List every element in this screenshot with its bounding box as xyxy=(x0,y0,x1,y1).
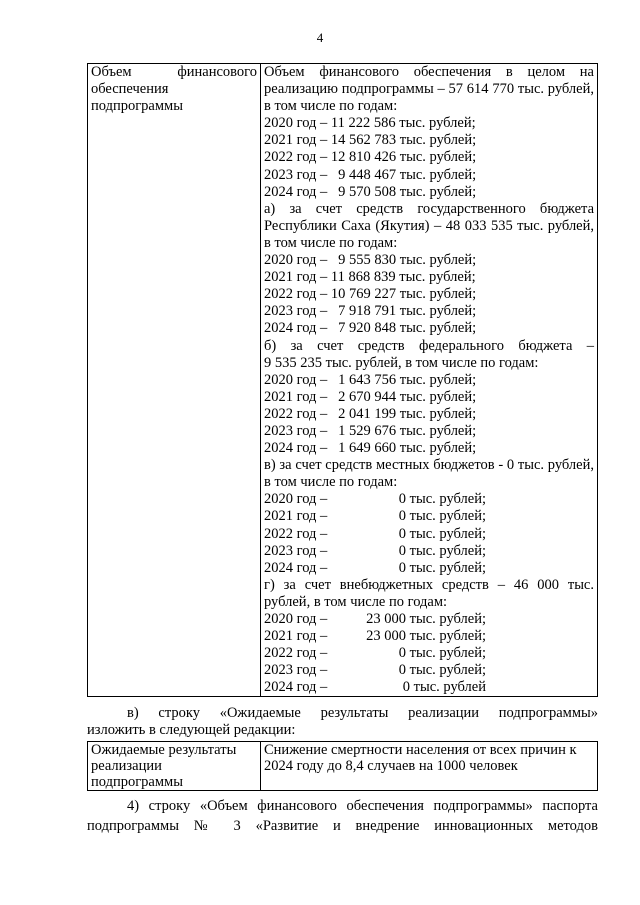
year-value: 23 000 тыс. рублей; xyxy=(366,611,486,627)
year-label: 2021 год – xyxy=(264,508,328,525)
year-value: 0 тыс. рублей; xyxy=(398,645,486,662)
year-value: 0 тыс. рублей; xyxy=(398,525,486,542)
extra-year-2020 xyxy=(264,611,594,628)
amendment-paragraph-v-line1: в) строку «Ожидаемые результаты реализации подпрограммы» xyxy=(127,705,598,721)
year-label: 2023 год – xyxy=(264,662,328,679)
year-label: 2024 год – xyxy=(264,679,328,696)
state-year-2022: 2022 год – 10 769 227 тыс. рублей; xyxy=(264,286,477,303)
extra-year-2021 xyxy=(264,628,594,645)
federal-year-2024: 2024 год – 1 649 660 тыс. рублей; xyxy=(264,440,477,457)
extrabudgetary-intro: г) за счет внебюджетных средств – 46 000 тыс. рублей, в том числе по годам: xyxy=(264,576,594,610)
year-label: 2022 год – xyxy=(264,645,328,662)
amendment-paragraph-4-line2: подпрограммы № 3 «Развитие и внедрение инновационных методов xyxy=(87,818,598,834)
total-year-2020: 2020 год – 11 222 586 тыс. рублей; xyxy=(264,115,476,132)
state-year-2024: 2024 год – 7 920 848 тыс. рублей; xyxy=(264,320,477,337)
year-label: 2020 год – xyxy=(264,491,328,508)
year-value: 0 тыс. рублей; xyxy=(398,542,486,559)
amendment-paragraph-4-line1: 4) строку «Объем финансового обеспечения подпрограммы» паспорта xyxy=(127,798,598,814)
total-year-2021: 2021 год – 14 562 783 тыс. рублей; xyxy=(264,132,477,149)
page-number: 4 xyxy=(316,30,324,45)
state-year-2021: 2021 год – 11 868 839 тыс. рублей; xyxy=(264,269,476,286)
local-year-2022 xyxy=(264,526,594,543)
state-year-2020: 2020 год – 9 555 830 тыс. рублей; xyxy=(264,252,477,269)
federal-year-2021: 2021 год – 2 670 944 тыс. рублей; xyxy=(264,388,477,405)
year-value: 0 тыс. рублей xyxy=(402,679,486,696)
year-label: 2024 год – xyxy=(264,559,328,576)
year-value: 0 тыс. рублей; xyxy=(398,508,486,525)
total-year-2023: 2023 год – 9 448 467 тыс. рублей; xyxy=(264,166,477,183)
total-intro: Объем финансового обеспечения в целом на реализацию подпрограммы – 57 614 770 тыс. рублей, в том числе по годам: xyxy=(264,64,594,115)
federal-budget-intro-line2: 9 535 235 тыс. рублей, в том числе по годам: xyxy=(264,354,539,371)
federal-year-2020: 2020 год – 1 643 756 тыс. рублей; xyxy=(264,371,477,388)
year-label: 2021 год – xyxy=(264,628,328,645)
year-value: 0 тыс. рублей; xyxy=(398,662,486,679)
local-budget-intro: в) за счет средств местных бюджетов - 0 тыс. рублей, в том числе по годам: xyxy=(264,457,594,491)
extra-year-2023 xyxy=(264,662,594,679)
state-budget-intro: а) за счет средств государственного бюджета Республики Саха (Якутия) – 48 033 535 тыс. рублей, в том числе по годам: xyxy=(264,200,594,251)
local-year-2023 xyxy=(264,543,594,560)
total-year-2022: 2022 год – 12 810 426 тыс. рублей; xyxy=(264,149,477,166)
extra-year-2022 xyxy=(264,645,594,662)
state-year-2023: 2023 год – 7 918 791 тыс. рублей; xyxy=(264,303,477,320)
local-year-2024 xyxy=(264,560,594,577)
year-label: 2020 год – xyxy=(264,611,328,627)
local-year-2021 xyxy=(264,508,594,525)
federal-budget-intro-line1: б) за счет средств федерального бюджета – xyxy=(264,337,594,354)
year-value: 23 000 тыс. рублей; xyxy=(366,628,486,645)
expected-results-value-cell: Снижение смертности населения от всех причин к 2024 году до 8,4 случаев на 1000 человек xyxy=(261,742,598,791)
amendment-paragraph-v-line2: изложить в следующей редакции: xyxy=(87,722,296,738)
federal-year-2023: 2023 год – 1 529 676 тыс. рублей; xyxy=(264,422,477,439)
expected-results-table xyxy=(87,741,598,791)
year-label: 2022 год – xyxy=(264,525,328,542)
year-value: 0 тыс. рублей; xyxy=(398,491,486,508)
expected-results-label-cell: Ожидаемые результаты реализации подпрограммы xyxy=(88,742,261,791)
local-year-2020 xyxy=(264,491,594,508)
extra-year-2024 xyxy=(264,679,594,696)
financing-table xyxy=(87,63,598,697)
financing-label-cell: Объем финансового обеспечения подпрограммы xyxy=(88,64,261,697)
financing-details-cell xyxy=(261,64,598,697)
total-year-2024: 2024 год – 9 570 508 тыс. рублей; xyxy=(264,183,477,200)
year-label: 2023 год – xyxy=(264,542,328,559)
federal-year-2022: 2022 год – 2 041 199 тыс. рублей; xyxy=(264,405,477,422)
year-value: 0 тыс. рублей; xyxy=(398,559,486,576)
